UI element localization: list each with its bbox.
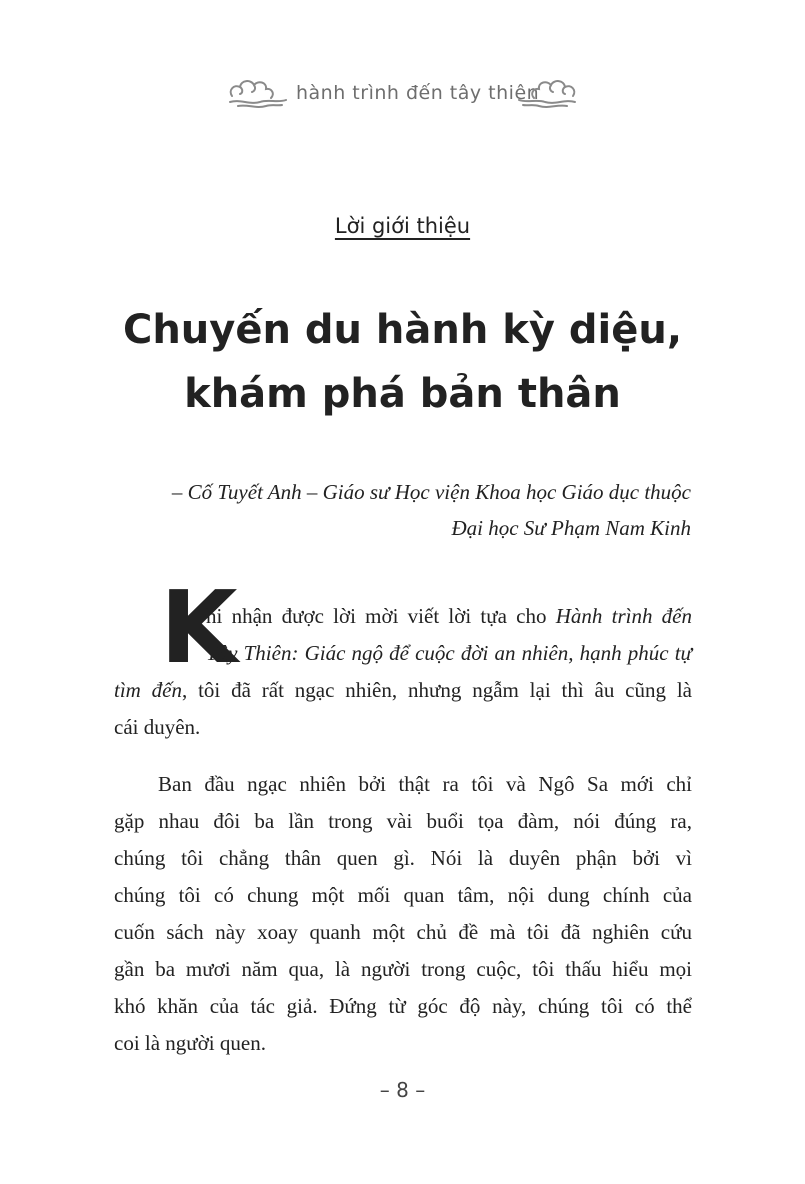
byline-line-2: Đại học Sư Phạm Nam Kinh (451, 516, 691, 540)
paragraph-line: chúng tôi có chung một mối quan tâm, nội dung chính của (114, 883, 692, 907)
book-title-run: Hành trình đến (555, 604, 693, 628)
paragraph-1 (114, 598, 692, 746)
author-byline (111, 474, 691, 546)
byline-line-1: – Cố Tuyết Anh – Giáo sư Học viện Khoa học Giáo dục thuộc (171, 480, 691, 504)
book-title-run: tìm đến (114, 678, 182, 702)
cloud-ornament-icon (515, 76, 579, 110)
text-run: cái duyên. (114, 715, 201, 739)
book-title-run: Tây Thiên: Giác ngộ để cuộc đời an nhiên, hạnh phúc tự (206, 641, 692, 665)
paragraph-line (114, 598, 692, 635)
paragraph-line (114, 672, 692, 709)
paragraph-line: gặp nhau đôi ba lần trong vài buổi tọa đàm, nói đúng ra, (114, 809, 692, 833)
paragraph-line: khó khăn của tác giả. Đứng từ góc độ này, chúng tôi có thể (114, 994, 692, 1018)
paragraph-line (114, 709, 692, 746)
text-run: hi nhận được lời mời viết lời tựa cho (206, 604, 556, 628)
running-title: hành trình đến tây thiên (296, 82, 540, 104)
paragraph-2 (114, 766, 692, 1062)
paragraph-line: gần ba mươi năm qua, là người trong cuộc, tôi thấu hiểu mọi (114, 957, 692, 981)
body-text (114, 598, 692, 1062)
page-number: – 8 – (379, 1078, 426, 1102)
cloud-ornament-icon (226, 76, 290, 110)
paragraph-line: Ban đầu ngạc nhiên bởi thật ra tôi và Ngô Sa mới chỉ (158, 772, 692, 796)
title-line-1: Chuyến du hành kỳ diệu, (122, 307, 683, 353)
paragraph-line: cuốn sách này xoay quanh một chủ đề mà tôi đã nghiên cứu (114, 920, 692, 944)
section-label-text: Lời giới thiệu (334, 214, 471, 238)
drop-cap: K (160, 569, 238, 686)
paragraph-line (114, 635, 692, 672)
chapter-title (0, 298, 805, 426)
paragraph-line: coi là người quen. (114, 1031, 266, 1055)
text-run: , tôi đã rất ngạc nhiên, nhưng ngẫm lại thì âu cũng là (182, 678, 692, 702)
running-header (0, 72, 805, 116)
section-label (0, 214, 805, 238)
paragraph-line: chúng tôi chẳng thân quen gì. Nói là duyên phận bởi vì (114, 846, 692, 870)
title-line-2: khám phá bản thân (184, 371, 621, 417)
